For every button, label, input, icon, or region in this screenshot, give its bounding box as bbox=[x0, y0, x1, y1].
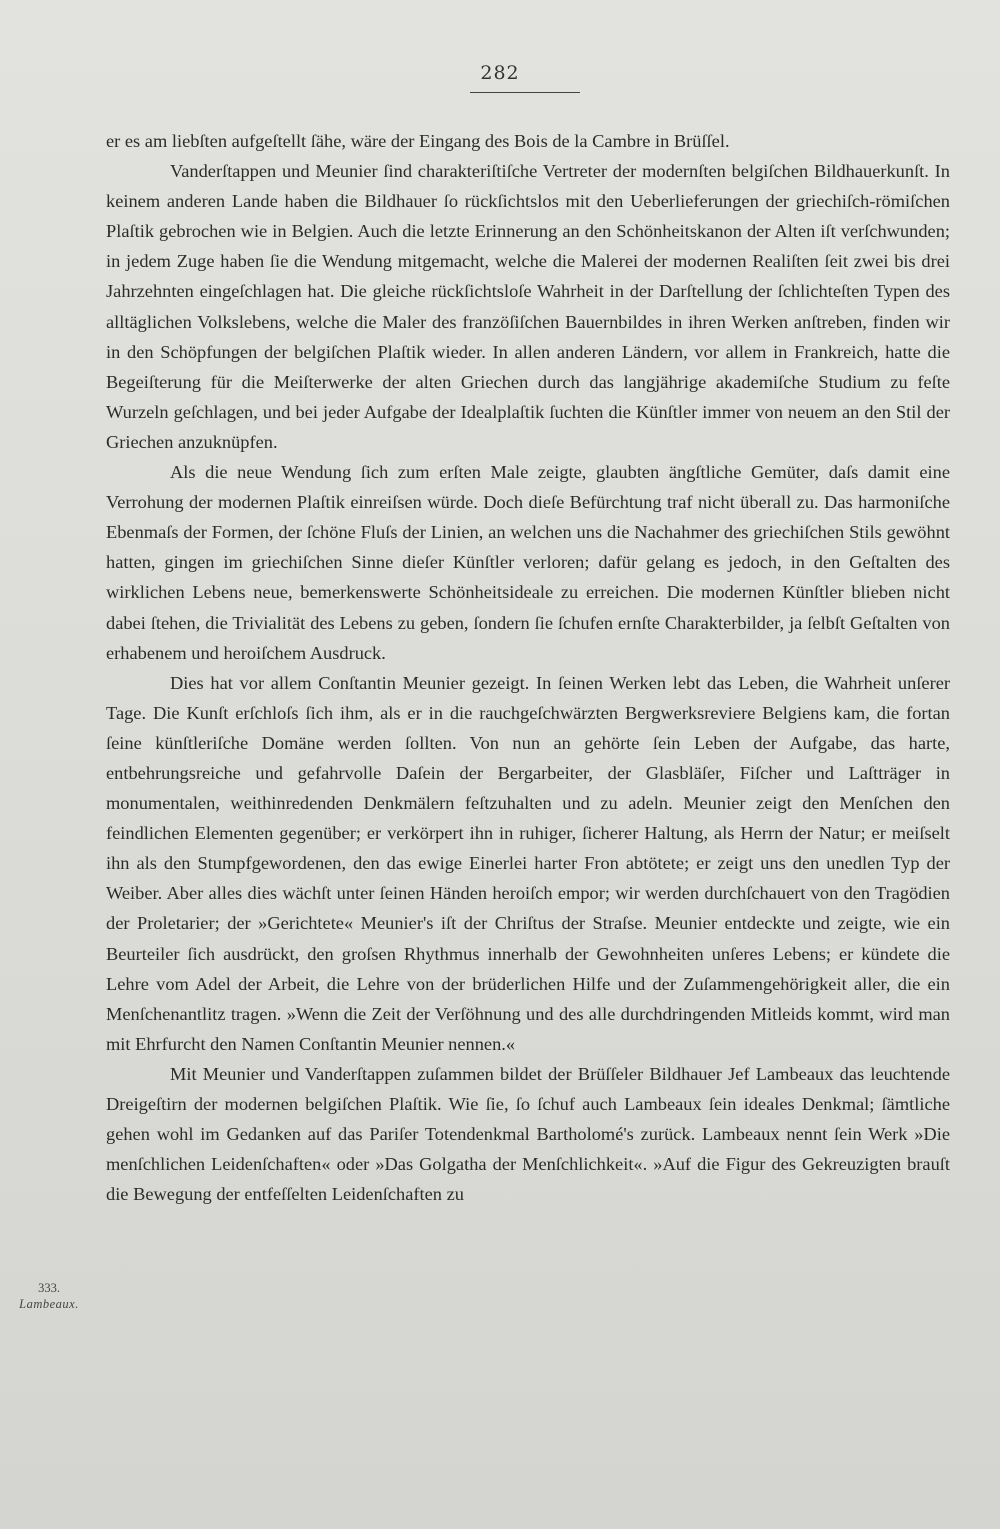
margin-note-number: 333. bbox=[38, 1281, 60, 1295]
paragraph-5: Mit Meunier und Vanderſtappen zuſammen bildet der Brüſſeler Bildhauer Jef Lambeaux das leuchtende Dreigeſtirn der modernen belgiſchen Plaſtik. Wie ſie, ſo ſchuf auch Lambeaux ſein ideales Denkmal; ſämtliche gehen wohl im Gedanken auf das Pariſer Totendenkmal Bartholomé's zurück. Lambeaux nennt ſein Werk »Die menſchlichen Leidenſchaften« oder »Das Golgatha der Menſchlichkeit«. »Auf die Figur des Gekreuzigten brauſt die Bewegung der entfeſſelten Leidenſchaften zu bbox=[106, 1063, 950, 1205]
paragraph-1: er es am liebſten aufgeſtellt ſähe, wäre der Eingang des Bois de la Cambre in Brüſſel. bbox=[106, 131, 730, 151]
margin-note bbox=[4, 1280, 94, 1312]
page-number: 282 bbox=[480, 62, 520, 84]
paragraph-4: Dies hat vor allem Conſtantin Meunier gezeigt. In ſeinen Werken lebt das Leben, die Wahrheit unſerer Tage. Die Kunſt erſchloſs ſich ihm, als er in die rauchgeſchwärzten Bergwerksreviere Belgiens kam, die fortan ſeine künſtleriſche Domäne werden ſollten. Von nun an gehörte ſein Leben der Aufgabe, das harte, entbehrungsreiche und gefahrvolle Daſein der Bergarbeiter, der Glasbläſer, Fiſcher und Laſtträger in monumentalen, weithinredenden Denkmälern feſtzuhalten und zu adeln. Meunier zeigt den Menſchen den feindlichen Elementen gegenüber; er verkörpert ihn in ruhiger, ſicherer Haltung, als Herrn der Natur; er meiſselt ihn als den Stumpfgewordenen, den das ewige Einerlei harter Fron abtötete; er zeigt uns den unedlen Typ der Weiber. Aber alles dies wächſt unter ſeinen Händen heroiſch empor; wir werden durchſchauert von den Tragödien der Proletarier; der »Gerichtete« Meunier's iſt der Chriſtus der Straſse. Meunier entdeckte und zeigte, wie ein Beurteiler ſich ausdrückt, den groſsen Rhythmus innerhalb der Gewohnheiten unſeres Lebens; er kündete die Lehre vom Adel der Arbeit, die Lehre von der brüderlichen Hilfe und der Zuſammengehörigkeit aller, die ein Menſchenantlitz tragen. »Wenn die Zeit der Verſöhnung und des alle durchdringenden Mitleids kommt, wird man mit Ehrfurcht den Namen Conſtantin Meunier nennen.« bbox=[106, 672, 950, 1054]
paragraph-2: Vanderſtappen und Meunier ſind charakteriſtiſche Vertreter der modernſten belgiſchen Bildhauerkunſt. In keinem anderen Lande haben die Bildhauer ſo rückſichtslos mit den Ueberlieferungen der griechiſch-römiſchen Plaſtik gebrochen wie in Belgien. Auch die letzte Erinnerung an den Schönheitskanon der Alten iſt verſchwunden; in jedem Zuge haben ſie die Wendung mitgemacht, welche die Malerei der modernen Realiſten ſeit zwei bis drei Jahrzehnten eingeſchlagen hat. Die gleiche rückſichtsloſe Wahrheit in der Darſtellung der ſchlichteſten Typen des alltäglichen Volkslebens, welche die Maler des franzöſiſchen Bauernbildes in ihren Werken anſtreben, finden wir in den Schöpfungen der belgiſchen Plaſtik wieder. In allen anderen Ländern, vor allem in Frankreich, hatte die Begeiſterung für die Meiſterwerke der alten Griechen durch das langjährige akademiſche Studium zu feſte Wurzeln geſchlagen, und bei jeder Aufgabe der Idealplaſtik ſuchten die Künſtler immer von neuem an den Stil der Griechen anzuknüpfen. bbox=[106, 161, 950, 452]
body-text bbox=[106, 126, 950, 1209]
page-number-rule bbox=[470, 92, 580, 93]
margin-note-title: Lambeaux. bbox=[19, 1297, 79, 1311]
paragraph-3: Als die neue Wendung ſich zum erſten Male zeigte, glaubten ängſtliche Gemüter, daſs damit eine Verrohung der modernen Plaſtik einreiſsen würde. Doch dieſe Befürchtung traf nicht überall zu. Das harmoniſche Ebenmaſs der Formen, der ſchöne Fluſs der Linien, an welchen uns die Nachahmer des griechiſchen Stils gewöhnt hatten, gingen im griechiſchen Sinne dieſer Künſtler verloren; dafür gelang es jedoch, in den Geſtalten des wirklichen Lebens neue, bemerkenswerte Schönheitsideale zu erreichen. Die modernen Künſtler blieben nicht dabei ſtehen, die Trivialität des Lebens zu geben, ſondern ſie ſchufen ernſte Charakterbilder, ja ſelbſt Geſtalten von erhabenem und heroiſchem Ausdruck. bbox=[106, 462, 950, 663]
